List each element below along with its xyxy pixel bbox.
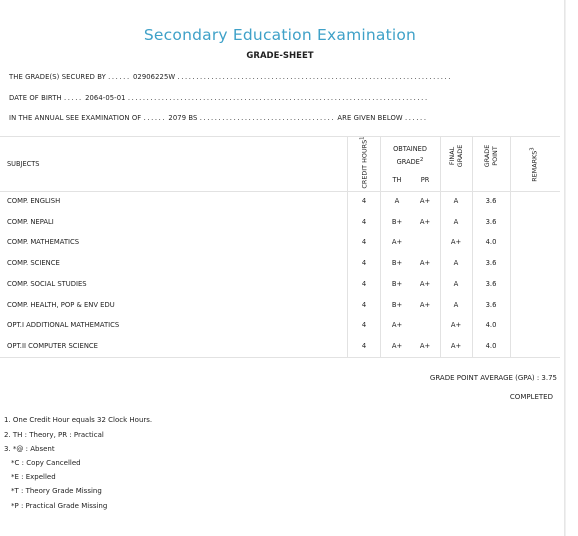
header-subjects: SUBJECTS <box>7 160 40 168</box>
cell-th: B+ <box>391 218 403 226</box>
header-remarks-text: REMARKS <box>530 150 539 182</box>
subject-name: OPT.I ADDITIONAL MATHEMATICS <box>7 321 120 329</box>
cell-final: A <box>453 259 459 267</box>
cell-th: A+ <box>391 342 403 350</box>
col-divider <box>472 137 473 358</box>
cell-th: A+ <box>391 321 403 329</box>
exam-suffix: ARE GIVEN BELOW <box>337 114 403 122</box>
cell-gp: 4.0 <box>485 321 497 329</box>
sheet-subtitle: GRADE-SHEET <box>246 51 314 61</box>
cell-pr: A+ <box>419 301 431 309</box>
dob-value: 2064-05-01 <box>85 94 126 102</box>
header-remarks <box>529 141 538 189</box>
cell-th: B+ <box>391 259 403 267</box>
header-obtained-grade <box>384 144 436 168</box>
subject-name: COMP. SOCIAL STUDIES <box>7 280 87 288</box>
table-header-border <box>0 191 560 192</box>
subject-name: COMP. ENGLISH <box>7 197 61 205</box>
cell-credit: 4 <box>361 321 367 329</box>
col-divider <box>440 137 441 358</box>
footnote-practical-missing: *P : Practical Grade Missing <box>11 502 108 510</box>
header-obtained-sup: 2 <box>419 157 424 163</box>
cell-th: A <box>394 197 400 205</box>
footnote-th-pr: 2. TH : Theory, PR : Practical <box>4 431 104 439</box>
subject-name: COMP. SCIENCE <box>7 259 60 267</box>
page-scrollbar[interactable] <box>565 0 578 536</box>
cell-gp: 3.6 <box>485 259 497 267</box>
header-remarks-sup: 3 <box>529 147 536 151</box>
cell-credit: 4 <box>361 301 367 309</box>
symbol-number: 02906225W <box>132 73 176 81</box>
exam-year: 2079 BS <box>168 114 198 122</box>
cell-final: A <box>453 197 459 205</box>
header-credit-sup: 1 <box>359 136 366 140</box>
exam-prefix: IN THE ANNUAL SEE EXAMINATION OF <box>9 114 142 122</box>
header-th: TH <box>392 176 402 184</box>
cell-th: B+ <box>391 301 403 309</box>
cell-final: A+ <box>450 238 462 246</box>
header-obtained-grade-text: OBTAINED GRADE <box>393 145 427 167</box>
col-divider <box>380 137 381 358</box>
cell-pr: A+ <box>419 218 431 226</box>
subject-name: COMP. NEPALI <box>7 218 54 226</box>
table-bottom-border <box>0 357 560 358</box>
col-divider <box>347 137 348 358</box>
cell-th: B+ <box>391 280 403 288</box>
cell-final: A+ <box>450 342 462 350</box>
col-divider <box>510 137 511 358</box>
subject-name: OPT.II COMPUTER SCIENCE <box>7 342 98 350</box>
cell-credit: 4 <box>361 197 367 205</box>
cell-credit: 4 <box>361 342 367 350</box>
cell-th: A+ <box>391 238 403 246</box>
cell-gp: 3.6 <box>485 301 497 309</box>
footnote-absent: 3. *@ : Absent <box>4 445 55 453</box>
subject-name: COMP. MATHEMATICS <box>7 238 80 246</box>
dob-prefix: DATE OF BIRTH <box>9 94 62 102</box>
cell-final: A <box>453 218 459 226</box>
cell-credit: 4 <box>361 238 367 246</box>
gpa-summary: GRADE POINT AVERAGE (GPA) : 3.75 <box>429 374 557 382</box>
status-completed: COMPLETED <box>509 393 553 401</box>
cell-final: A <box>453 301 459 309</box>
cell-pr: A+ <box>419 280 431 288</box>
cell-gp: 3.6 <box>485 197 497 205</box>
info-secured-line: THE GRADE(S) SECURED BY ...... 02906225W ......................................................................... <box>9 73 452 81</box>
cell-gp: 3.6 <box>485 280 497 288</box>
info-exam-line: IN THE ANNUAL SEE EXAMINATION OF ...... 2079 BS .................................... ARE GIVEN BELOW ...... <box>9 114 428 122</box>
header-grade-point: GRADE POINT <box>483 144 499 168</box>
cell-final: A <box>453 280 459 288</box>
header-credit-hours <box>359 137 368 189</box>
secured-prefix: THE GRADE(S) SECURED BY <box>9 73 106 81</box>
header-credit-hours-text: CREDIT HOURS <box>360 139 369 189</box>
cell-pr: A+ <box>419 342 431 350</box>
info-dob-line: DATE OF BIRTH ..... 2064-05-01 ................................................................................ <box>9 94 429 102</box>
table-top-border <box>0 136 560 140</box>
cell-credit: 4 <box>361 280 367 288</box>
header-pr: PR <box>420 176 430 184</box>
cell-pr: A+ <box>419 197 431 205</box>
subject-name: COMP. HEALTH, POP & ENV EDU <box>7 301 115 309</box>
cell-final: A+ <box>450 321 462 329</box>
cell-credit: 4 <box>361 259 367 267</box>
cell-gp: 4.0 <box>485 342 497 350</box>
footnote-credit-hour: 1. One Credit Hour equals 32 Clock Hours. <box>4 416 153 424</box>
footnote-expelled: *E : Expelled <box>11 473 56 481</box>
footnote-copy-cancelled: *C : Copy Cancelled <box>11 459 81 467</box>
exam-title: Secondary Education Examination <box>143 26 417 44</box>
cell-gp: 4.0 <box>485 238 497 246</box>
cell-gp: 3.6 <box>485 218 497 226</box>
cell-pr: A+ <box>419 259 431 267</box>
header-final-grade: FINAL GRADE <box>448 144 464 168</box>
cell-credit: 4 <box>361 218 367 226</box>
footnote-theory-missing: *T : Theory Grade Missing <box>11 487 102 495</box>
